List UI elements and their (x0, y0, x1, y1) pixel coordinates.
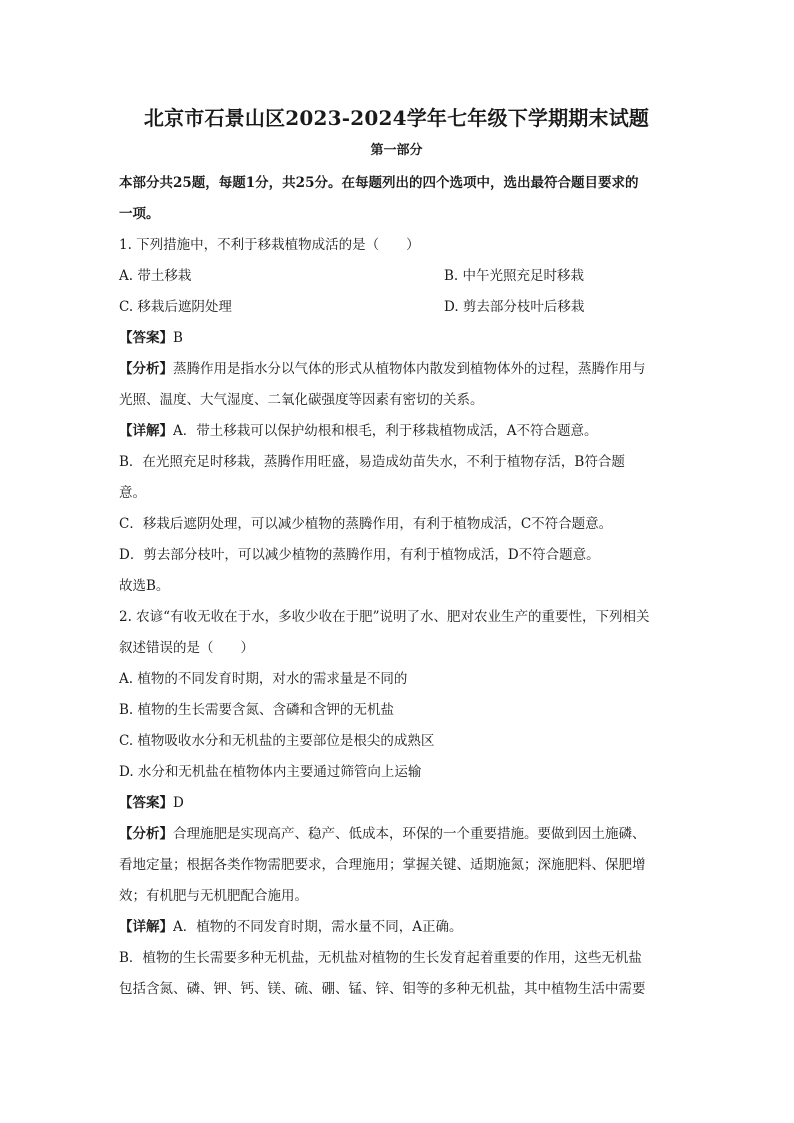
question-1-stem: 1. 下列措施中，不利于移栽植物成活的是（ ） (119, 237, 420, 253)
question-2-answer (119, 788, 674, 819)
question-2-stem-line-2: 叙述错误的是（ ） (119, 640, 254, 656)
question-1-analysis-line-1 (119, 354, 674, 385)
question-2-option-a: A. 植物的不同发育时期，对水的需求量是不同的 (119, 671, 408, 687)
question-1-detail-line-2: B．在光照充足时移栽，蒸腾作用旺盛，易造成幼苗失水，不利于植物存活，B符合题 (119, 454, 625, 470)
question-2-analysis-line-3: 效；有机肥与无机肥配合施用。 (119, 888, 308, 904)
analysis-tag: 【分析】 (119, 826, 173, 842)
question-1-answer (119, 323, 674, 354)
question-1-detail-line-4: C．移栽后遮阴处理，可以减少植物的蒸腾作用，有利于植物成活，C不符合题意。 (119, 516, 613, 532)
question-2-detail-line-2: B．植物的生长需要多种无机盐，无机盐对植物的生长发育起着重要的作用，这些无机盐 (119, 950, 642, 966)
question-2-option-b: B. 植物的生长需要含氮、含磷和含钾的无机盐 (119, 702, 395, 718)
analysis-text: 合理施肥是实现高产、稳产、低成本，环保的一个重要措施。要做到因土施磷、 (173, 826, 646, 842)
question-2-analysis-line-2: 看地定量；根据各类作物需肥要求，合理施用；掌握关键、适期施氮；深施肥料、保肥增 (119, 857, 646, 873)
question-1-options-row-2 (119, 292, 674, 323)
question-1-detail-line-1 (119, 416, 674, 447)
question-2-option-c: C. 植物吸收水分和无机盐的主要部位是根尖的成熟区 (119, 733, 435, 749)
instructions-line-2: 一项。 (119, 206, 160, 222)
detail-tag: 【详解】 (119, 423, 173, 439)
detail-text: A．带土移栽可以保护幼根和根毛，利于移栽植物成活，A不符合题意。 (173, 423, 598, 439)
answer-value: D (173, 795, 184, 811)
question-2-detail-line-3: 包括含氮、磷、钾、钙、镁、硫、硼、锰、锌、钼等的多种无机盐，其中植物生活中需要 (119, 981, 646, 997)
question-1-detail-line-3: 意。 (119, 485, 146, 501)
question-1-option-b: B. 中午光照充足时移栽 (444, 268, 585, 284)
question-1-analysis-line-2: 光照、温度、大气湿度、二氧化碳强度等因素有密切的关系。 (119, 392, 484, 408)
question-2-stem-line-1: 2. 农谚“有收无收在于水，多收少收在于肥”说明了水、肥对农业生产的重要性，下列相关 (119, 609, 650, 625)
section-heading: 第一部分 (370, 143, 423, 158)
question-2-detail-line-1 (119, 912, 674, 943)
analysis-text: 蒸腾作用是指水分以气体的形式从植物体内散发到植物体外的过程，蒸腾作用与 (173, 361, 646, 377)
answer-tag: 【答案】 (119, 330, 173, 346)
detail-tag: 【详解】 (119, 919, 173, 935)
answer-tag: 【答案】 (119, 795, 173, 811)
question-2-option-d: D. 水分和无机盐在植物体内主要通过筛管向上运输 (119, 764, 422, 780)
question-1-option-d: D. 剪去部分枝叶后移栽 (444, 299, 585, 315)
answer-value: B (173, 330, 183, 346)
instructions-line-1: 本部分共25题，每题1分，共25分。在每题列出的四个选项中，选出最符合题目要求的 (119, 175, 639, 191)
question-1-conclusion: 故选B。 (119, 578, 170, 594)
question-1-option-c: C. 移栽后遮阴处理 (119, 299, 232, 315)
question-1-options-row-1 (119, 261, 674, 292)
analysis-tag: 【分析】 (119, 361, 173, 377)
question-1-detail-line-5: D．剪去部分枝叶，可以减少植物的蒸腾作用，有利于植物成活，D不符合题意。 (119, 547, 600, 563)
question-2-analysis-line-1 (119, 819, 674, 850)
exam-title: 北京市石景山区2023-2024学年七年级下学期期末试题 (143, 106, 650, 130)
question-1-option-a: A. 带土移栽 (119, 268, 192, 284)
detail-text: A．植物的不同发育时期，需水量不同，A正确。 (173, 919, 463, 935)
